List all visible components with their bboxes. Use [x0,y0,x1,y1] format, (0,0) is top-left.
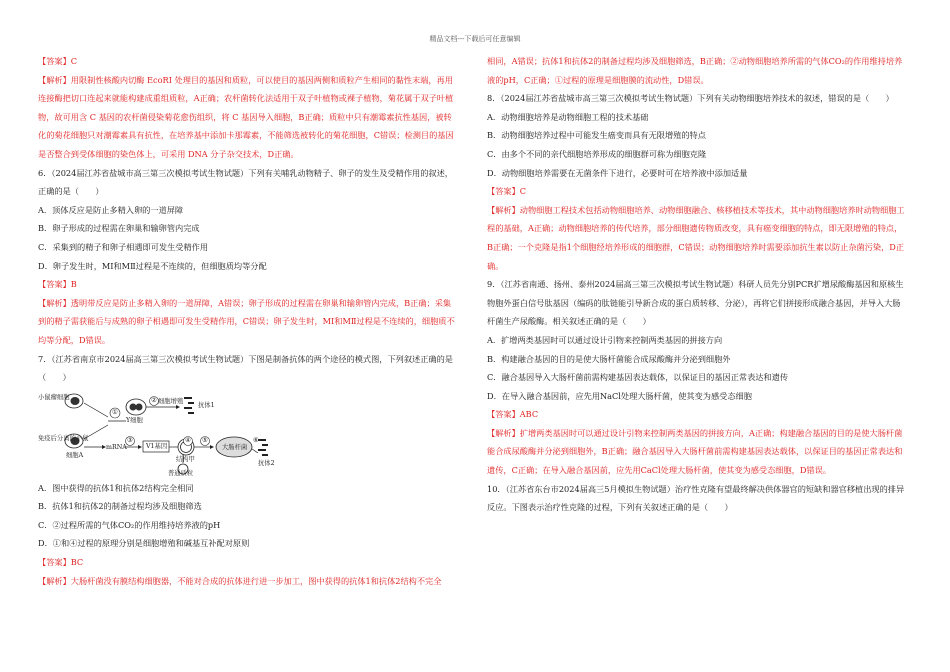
q5-answer: 【答案】C [38,56,78,66]
q8-option-a: A．动物细胞培养是动物细胞工程的技术基础 [487,111,649,122]
q6-analysis: 【解析】透明带反应是防止多精入卵的一道屏障，A错误；卵子形成的过程需在卵巢和输卵管内完成，B正确；采集到的精子需获能后与成熟的卵子相遇即可发生受精作用，C错误；卵子发生时，MⅠ和MⅡ过程是不连续的，细胞质不均等分配，D错误。 [38,297,455,345]
q8-option-c: C．由多个不同的亲代细胞培养形成的细胞群可称为细胞克隆 [487,148,707,159]
label-immunized-mouse: 免疫后分离的小鼠 [38,434,89,442]
q6-option-b: B．卵子形成的过程需在卵巢和输卵管内完成 [38,223,200,234]
q8-answer: 【答案】C [487,186,527,197]
q9-stem: 9．（江苏省南通、扬州、泰州2024届高三第三次模拟考试生物试题）科研人员先分别PCR扩增尿酸酶基因和原核生物胞外蛋白信号肽基因（编码的肽链能引导新合成的蛋白质转移、分泌），再将它们拼接形成融合基因，并导入大肠杆菌生产尿酸酶。相关叙述正确的是（ ） [487,279,904,327]
q9-option-a: A．扩增两类基因时可以通过设计引物来控制两类基因的拼接方向 [487,334,723,345]
right-column [487,52,907,517]
q8-option-d: D．动物细胞培养需要在无菌条件下进行，必要时可在培养液中添加适量 [487,167,748,178]
label-structure-a: 结构甲 [176,455,195,463]
q9-option-d: D．在导入融合基因前，应先用NaCl处理大肠杆菌，使其变为感受态细胞 [487,390,752,401]
q7-stem: 7．（江苏省南京市2024届高三第三次模拟考试生物试题）下图是制备抗体的两个途径的模式图，下列叙述正确的是（ ） [38,353,453,383]
q5-analysis: 【解析】用限制性核酸内切酶 EcoRI 处理目的基因和质粒，可以使目的基因两侧和质粒产生相同的黏性末端，再用连接酶把切口连起来就能构建成重组质粒，A正确；农杆菌转化法适用于双子叶植物或裸子植物，菊花属于双子叶植物，故可用含 C 基因的农杆菌侵染菊花愈伤组织，将 C 基因导入细胞，B正确；质粒中只有潮霉素抗性基因，被转化的菊花细胞只对潮霉素具有抗性，在培养基中添加卡那霉素，不能筛选被转化的菊花细胞，C错误；检测目的基因是否整合到受体细胞的染色体上，可采用 DNA 分子杂交技术，D正确。 [38,74,454,159]
q9-option-b: B．构建融合基因的目的是使大肠杆菌能合成尿酸酶并分泌到细胞外 [487,353,731,364]
label-step5: ⑤ [202,436,208,444]
label-step1: ① [112,408,118,416]
q7-option-b: B．抗体1和抗体2的制备过程均涉及细胞筛选 [38,501,202,512]
label-plasmid: 普通质粒 [168,469,194,477]
label-antibody1: 抗体1 [198,401,215,409]
label-step3: ③ [127,436,133,444]
q9-analysis: 【解析】扩增两类基因时可以通过设计引物来控制两类基因的拼接方向，A正确；构建融合基因的目的是使大肠杆菌能合成尿酸酶并分泌到细胞外，B正确；融合基因导入大肠杆菌前需构建基因表达载体，以保证目的基因正常表达和遗传，C正确；在导入融合基因前，应先用CaCl处理大肠杆菌，使其变为感受态细胞，D错误。 [487,427,903,476]
label-v1-gene: V1基因 [146,442,168,450]
q7-analysis-continued: 相同，A错误；抗体1和抗体2的制备过程均涉及细胞筛选，B正确；②动物细胞培养所需的气体CO₂的作用维持培养液的pH，C正确；①过程的原理是细胞膜的流动性，D错误。 [487,56,903,85]
label-antibody2: 抗体2 [258,459,275,467]
q8-analysis: 【解析】动物细胞工程技术包括动物细胞培养、动物细胞融合、核移植技术等技术，其中动物细胞培养时动物细胞工程的基础，A正确；动物细胞培养的传代培养，部分细胞遗传物质改变，具有癌变细胞的特点，即无限增殖的特点，B正确；一个克隆是指1个细胞经培养形成的细胞群，C错误；动物细胞培养时需要添加抗生素以防止杂菌污染，D正确。 [487,204,905,271]
label-proliferation: 细胞增殖 [158,397,184,405]
label-step4: ④ [185,436,191,444]
q7-option-d: D．①和④过程的原理分别是细胞增殖和碱基互补配对原则 [38,538,250,549]
label-y-cell: Y细胞 [126,416,143,424]
antibody-diagram [38,389,278,477]
q6-option-d: D．卵子发生时，MⅠ和MⅡ过程是不连续的，但细胞质均等分配 [38,260,267,271]
left-column [38,52,458,590]
q10-stem: 10．（江苏省东台市2024届高三5月模拟生物试题）治疗性克隆有望最终解决供体器官的短缺和器官移植出现的排异反应。下图表示治疗性克隆的过程，下列有关叙述正确的是（ ） [487,483,905,513]
label-step6: ⑥ [253,436,259,444]
label-step2: ② [151,396,157,404]
q6-answer: 【答案】B [38,279,77,290]
label-cell-a: 细胞A [66,451,84,459]
q6-stem: 6．（2024届江苏省盐城市高三第三次模拟考试生物试题）下列有关哺乳动物精子、卵子的发生及受精作用的叙述，正确的是（ ） [38,167,453,197]
q7-analysis: 【解析】大肠杆菌没有膜结构细胞器，不能对合成的抗体进行进一步加工，图中获得的抗体1和抗体2结构不完全 [38,575,442,586]
q7-answer: 【答案】BC [38,557,84,568]
q6-option-c: C．采集到的精子和卵子相遇即可发生受精作用 [38,241,209,252]
label-ecoli: 大肠杆菌 [222,443,248,451]
q7-option-a: A．图中获得的抗体1和抗体2结构完全相同 [38,482,194,493]
q8-stem: 8．（2024届江苏省盐城市高三第三次模拟考试生物试题）下列有关动物细胞培养技术的叙述，错误的是（ ） [487,93,894,104]
q8-option-b: B．动物细胞培养过程中可能发生癌变而具有无限增殖的特点 [487,130,706,141]
q7-option-c: C．②过程所需的气体CO₂的作用维持培养液的pH [38,519,221,530]
q6-option-a: A．顶体反应是防止多精入卵的一道屏障 [38,204,184,215]
page-header: 精品文档---下载后可任意编辑 [429,35,521,43]
label-mrna: mRNA [106,443,127,451]
q9-option-c: C．融合基因导入大肠杆菌前需构建基因表达载体，以保证目的基因正常表达和遗传 [487,372,789,383]
label-tumor-cell: 小鼠瘤细胞 [38,393,70,401]
q9-answer: 【答案】ABC [487,409,539,420]
